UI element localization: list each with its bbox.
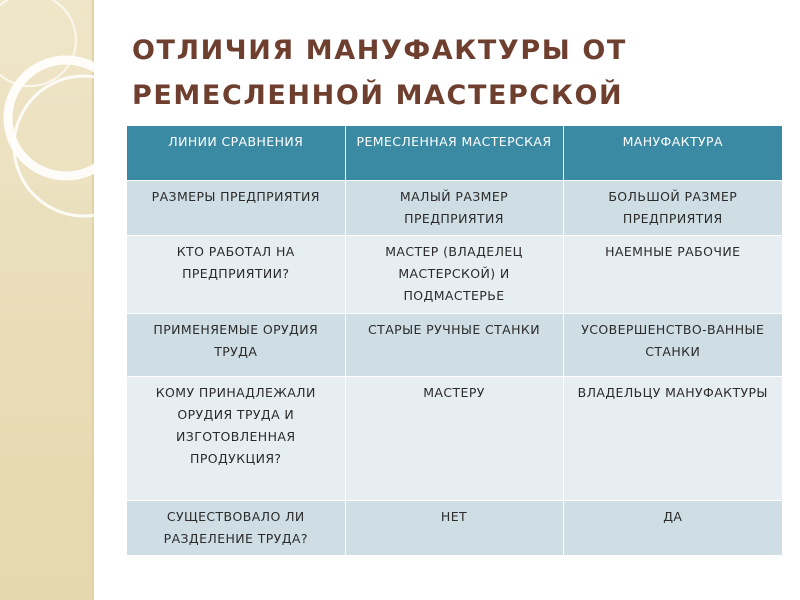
header-craft-workshop: РЕМЕСЛЕННАЯ МАСТЕРСКАЯ — [345, 126, 563, 180]
comparison-table — [127, 126, 782, 555]
table-header-row — [127, 126, 782, 180]
table-cell: ВЛАДЕЛЬЦУ МАНУФАКТУРЫ — [563, 376, 782, 500]
header-manufactory: МАНУФАКТУРА — [563, 126, 782, 180]
table-cell: СТАРЫЕ РУЧНЫЕ СТАНКИ — [345, 313, 563, 376]
table-cell: СУЩЕСТВОВАЛО ЛИ РАЗДЕЛЕНИЕ ТРУДА? — [127, 500, 345, 555]
header-comparison-lines: ЛИНИИ СРАВНЕНИЯ — [127, 126, 345, 180]
table-row — [127, 500, 782, 555]
table-row — [127, 313, 782, 376]
table-cell: БОЛЬШОЙ РАЗМЕР ПРЕДПРИЯТИЯ — [563, 180, 782, 235]
table-cell: РАЗМЕРЫ ПРЕДПРИЯТИЯ — [127, 180, 345, 235]
table-row — [127, 235, 782, 313]
table-row — [127, 376, 782, 500]
table-cell: ДА — [563, 500, 782, 555]
slide-title-line-2: РЕМЕСЛЕННОЙ МАСТЕРСКОЙ — [132, 80, 624, 111]
table-cell: МАЛЫЙ РАЗМЕР ПРЕДПРИЯТИЯ — [345, 180, 563, 235]
table-cell: КТО РАБОТАЛ НА ПРЕДПРИЯТИИ? — [127, 235, 345, 313]
slide-title-line-1: ОТЛИЧИЯ МАНУФАКТУРЫ ОТ — [132, 35, 627, 66]
table-cell: НАЕМНЫЕ РАБОЧИЕ — [563, 235, 782, 313]
table-cell: УСОВЕРШЕНСТВО-ВАННЫЕ СТАНКИ — [563, 313, 782, 376]
table-row — [127, 180, 782, 235]
slide-title — [132, 28, 772, 118]
table-cell: МАСТЕРУ — [345, 376, 563, 500]
table-cell: МАСТЕР (ВЛАДЕЛЕЦ МАСТЕРСКОЙ) И ПОДМАСТЕРЬЕ — [345, 235, 563, 313]
table-cell: ПРИМЕНЯЕМЫЕ ОРУДИЯ ТРУДА — [127, 313, 345, 376]
table-cell: КОМУ ПРИНАДЛЕЖАЛИ ОРУДИЯ ТРУДА И ИЗГОТОВЛЕННАЯ ПРОДУКЦИЯ? — [127, 376, 345, 500]
table-cell: НЕТ — [345, 500, 563, 555]
